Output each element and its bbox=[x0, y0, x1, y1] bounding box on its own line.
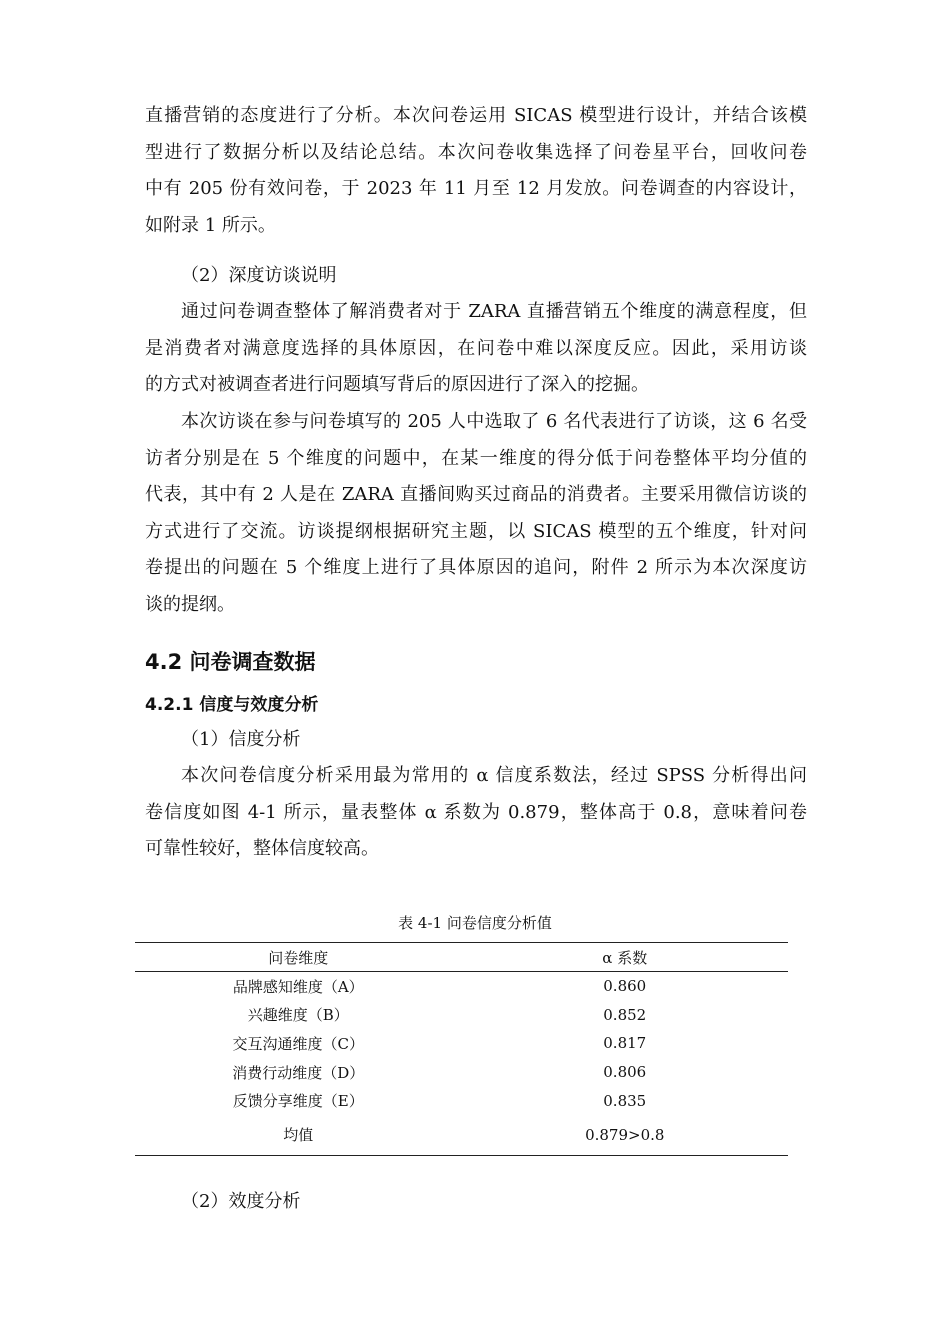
text-line: 直播营销的态度进行了分析。本次问卷运用 SICAS 模型进行设计，并结合该模 bbox=[145, 105, 807, 126]
text-line: 卷提出的问题在 5 个维度上进行了具体原因的追问，附件 2 所示为本次深度访 bbox=[145, 557, 807, 578]
paragraph-survey-method bbox=[145, 98, 807, 244]
column-header-alpha: α 系数 bbox=[462, 943, 789, 972]
table-row bbox=[135, 1029, 788, 1058]
text-line: 可靠性较好，整体信度较高。 bbox=[145, 838, 379, 859]
alpha-cell: 0.860 bbox=[603, 977, 647, 996]
subheading-reliability: （1）信度分析 bbox=[181, 729, 301, 750]
summary-value-cell: 0.879>0.8 bbox=[462, 1115, 789, 1156]
text-line: 型进行了数据分析以及结论总结。本次问卷收集选择了问卷星平台，回收问卷 bbox=[145, 141, 807, 163]
text-line: 是消费者对满意度选择的具体原因，在问卷中难以深度反应。因此，采用访谈 bbox=[145, 337, 807, 359]
paragraph-interview-purpose bbox=[145, 294, 807, 404]
text-line: 本次问卷信度分析采用最为常用的 α 信度系数法，经过 SPSS 分析得出问 bbox=[181, 765, 807, 786]
text-line: 如附录 1 所示。 bbox=[145, 214, 276, 236]
reliability-table bbox=[135, 942, 788, 1156]
table-header-row bbox=[135, 943, 788, 972]
dimension-cell: 反馈分享维度（E） bbox=[232, 1092, 364, 1111]
alpha-cell: 0.806 bbox=[603, 1063, 647, 1082]
text-line: 代表，其中有 2 人是在 ZARA 直播间购买过商品的消费者。主要采用微信访谈的 bbox=[145, 484, 807, 505]
table-row bbox=[135, 972, 788, 1001]
column-header-dimension: 问卷维度 bbox=[135, 943, 462, 972]
paragraph-reliability bbox=[145, 758, 807, 868]
text-line: 方式进行了交流。访谈提纲根据研究主题，以 SICAS 模型的五个维度，针对问 bbox=[145, 520, 807, 542]
alpha-cell: 0.817 bbox=[603, 1034, 647, 1053]
text-line: 的方式对被调查者进行问题填写背后的原因进行了深入的挖掘。 bbox=[145, 374, 649, 395]
alpha-cell: 0.852 bbox=[603, 1005, 647, 1024]
subsection-heading: 4.2.1 信度与效度分析 bbox=[145, 695, 319, 715]
table-row bbox=[135, 1001, 788, 1030]
summary-label-cell: 均值 bbox=[135, 1115, 462, 1156]
text-line: 通过问卷调查整体了解消费者对于 ZARA 直播营销五个维度的满意程度，但 bbox=[181, 301, 807, 322]
dimension-cell: 消费行动维度（D） bbox=[232, 1063, 365, 1082]
table-row bbox=[135, 1086, 788, 1115]
paragraph-interview-details bbox=[145, 404, 807, 623]
dimension-cell: 兴趣维度（B） bbox=[247, 1006, 349, 1025]
text-line: 谈的提纲。 bbox=[145, 593, 235, 615]
text-line: 中有 205 份有效问卷，于 2023 年 11 月至 12 月发放。问卷调查的内容设计， bbox=[145, 178, 807, 199]
table-row bbox=[135, 1058, 788, 1087]
dimension-cell: 品牌感知维度（A） bbox=[232, 977, 364, 996]
alpha-cell: 0.835 bbox=[603, 1091, 647, 1110]
subheading-interview: （2）深度访谈说明 bbox=[181, 265, 337, 286]
text-line: 本次访谈在参与问卷填写的 205 人中选取了 6 名代表进行了访谈，这 6 名受 bbox=[181, 411, 807, 432]
text-line: 卷信度如图 4-1 所示，量表整体 α 系数为 0.879，整体高于 0.8，意味着问卷 bbox=[145, 801, 807, 823]
section-heading: 4.2 问卷调查数据 bbox=[145, 650, 316, 674]
subheading-validity: （2）效度分析 bbox=[181, 1191, 301, 1212]
table-caption: 表 4-1 问卷信度分析值 bbox=[398, 914, 552, 932]
dimension-cell: 交互沟通维度（C） bbox=[232, 1034, 364, 1053]
table-summary-row bbox=[135, 1115, 788, 1156]
text-line: 访者分别是在 5 个维度的问题中，在某一维度的得分低于问卷整体平均分值的 bbox=[145, 447, 807, 469]
